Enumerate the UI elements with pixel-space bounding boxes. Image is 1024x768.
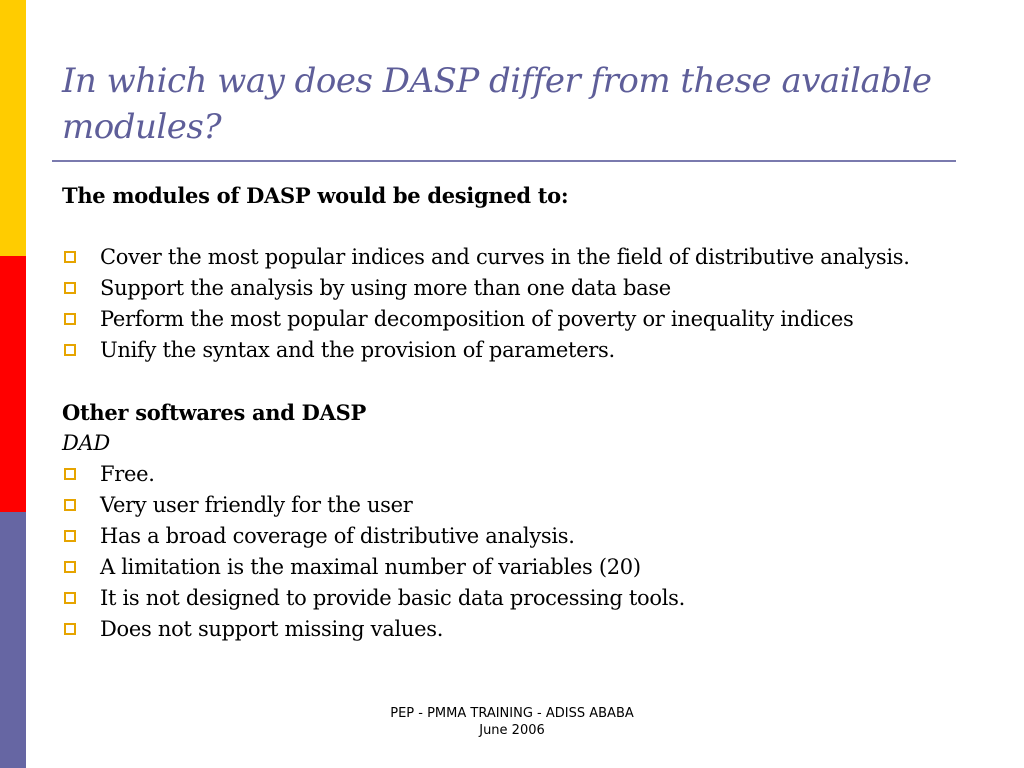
accent-bar-red: [0, 256, 26, 512]
accent-bar-purple: [0, 512, 26, 768]
list-item: [62, 490, 962, 521]
square-bullet-icon: [64, 499, 76, 511]
square-bullet-icon: [64, 468, 76, 480]
spacer: [62, 366, 962, 397]
list-item-text: Cover the most popular indices and curves in the field of distributive analysis.: [100, 245, 910, 269]
square-bullet-icon: [64, 592, 76, 604]
list-item: [62, 304, 962, 335]
list-item-text: A limitation is the maximal number of variables (20): [100, 555, 641, 579]
list-item: [62, 614, 962, 645]
list-item-text: It is not designed to provide basic data processing tools.: [100, 586, 685, 610]
list-item-text: Does not support missing values.: [100, 617, 444, 641]
square-bullet-icon: [64, 313, 76, 325]
list-item: [62, 335, 962, 366]
list-item-text: Very user friendly for the user: [100, 493, 413, 517]
section-heading-dasp-modules: The modules of DASP would be designed to:: [62, 183, 569, 208]
dasp-modules-list: [62, 242, 962, 366]
title-divider: [52, 160, 956, 162]
list-item-text: Perform the most popular decomposition of poverty or inequality indices: [100, 307, 854, 331]
section-subheading-dad: DAD: [62, 431, 110, 455]
list-item: [62, 242, 962, 273]
square-bullet-icon: [64, 561, 76, 573]
footer-date: June 2006: [479, 723, 545, 738]
list-item-text: Unify the syntax and the provision of parameters.: [100, 338, 615, 362]
slide-body: [62, 180, 962, 645]
square-bullet-icon: [64, 344, 76, 356]
square-bullet-icon: [64, 251, 76, 263]
spacer: [62, 211, 962, 242]
list-item-text: Support the analysis by using more than one data base: [100, 276, 671, 300]
list-item: [62, 273, 962, 304]
accent-bar-yellow: [0, 0, 26, 256]
section-heading-other-software: Other softwares and DASP: [62, 400, 366, 425]
footer-event: PEP - PMMA TRAINING - ADISS ABABA: [390, 706, 634, 721]
square-bullet-icon: [64, 530, 76, 542]
list-item: [62, 552, 962, 583]
dad-features-list: [62, 459, 962, 645]
list-item-text: Free.: [100, 462, 155, 486]
slide-title: In which way does DASP differ from these available modules?: [62, 61, 932, 147]
list-item: [62, 521, 962, 552]
square-bullet-icon: [64, 282, 76, 294]
list-item: [62, 583, 962, 614]
square-bullet-icon: [64, 623, 76, 635]
list-item-text: Has a broad coverage of distributive analysis.: [100, 524, 575, 548]
list-item: [62, 459, 962, 490]
slide-footer: [312, 705, 712, 739]
